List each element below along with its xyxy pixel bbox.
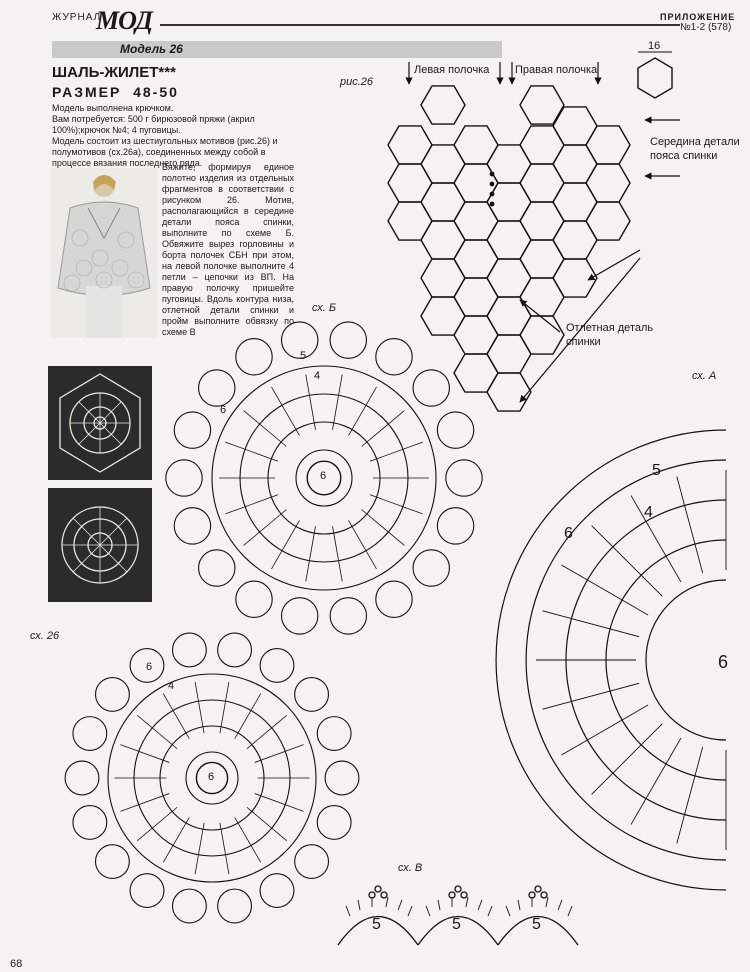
- motif-26-number-4: 4: [168, 680, 175, 692]
- motif-petal: [236, 339, 272, 375]
- motif-petal: [73, 717, 107, 751]
- motif-b-number-6: 6: [220, 404, 227, 416]
- hex-motif: [586, 202, 630, 240]
- hex-motif: [553, 221, 597, 259]
- size-label: РАЗМЕР: [52, 84, 122, 100]
- stitch-line: [195, 823, 204, 874]
- stitch-line: [195, 682, 204, 733]
- stitch-line: [235, 694, 261, 739]
- hex-motif: [487, 221, 531, 259]
- stitch-line: [163, 817, 189, 862]
- left-front-label: Левая полочка: [414, 64, 490, 76]
- stitch-line: [362, 509, 405, 545]
- stitch-line: [349, 387, 377, 435]
- hex-motif: [487, 297, 531, 335]
- hex-motif: [553, 183, 597, 221]
- motif-petal: [199, 550, 235, 586]
- half-motif-stitch: [542, 611, 639, 637]
- motif-petal: [236, 581, 272, 617]
- belt-center-line1: Середина детали: [650, 136, 740, 148]
- hex-motif: [553, 145, 597, 183]
- stitch-line: [247, 807, 287, 840]
- motif-petal: [295, 678, 329, 712]
- motif-petal: [166, 460, 202, 496]
- stitch-line: [247, 715, 287, 748]
- stitch-line: [370, 442, 423, 461]
- page-number: 68: [10, 958, 23, 970]
- stitch-line: [255, 745, 304, 763]
- hex-motif: [487, 183, 531, 221]
- motif-petal: [376, 581, 412, 617]
- half-motif-ring: [646, 580, 729, 740]
- size-value: 48-50: [133, 84, 179, 100]
- motif-petal: [281, 598, 317, 634]
- journal-logo: МОД: [96, 6, 153, 35]
- motif-petal: [317, 806, 351, 840]
- hex-motif: [421, 297, 465, 335]
- hex-motif: [421, 221, 465, 259]
- stitch-line: [163, 694, 189, 739]
- motif-petal: [437, 412, 473, 448]
- motif-petal: [173, 889, 207, 923]
- stitch-line: [137, 807, 177, 840]
- hex-motif: [454, 240, 498, 278]
- right-front-label: Правая полочка: [515, 64, 598, 76]
- stitch-line: [235, 817, 261, 862]
- title-stars: ***: [158, 64, 176, 81]
- stitch-line: [120, 745, 169, 763]
- scheme-a-label: сх. А: [692, 370, 717, 382]
- edging-number-1: 5: [372, 916, 381, 933]
- half-motif-stitch: [677, 747, 703, 844]
- stitch-line: [255, 794, 304, 812]
- motif-petal: [413, 370, 449, 406]
- motif-scheme-a: [496, 430, 729, 890]
- motif-petal: [130, 874, 164, 908]
- appendix-label: ПРИЛОЖЕНИЕ: [660, 12, 736, 22]
- motif-petal: [446, 460, 482, 496]
- hex-motif: [421, 145, 465, 183]
- stitch-line: [306, 375, 316, 430]
- stitch-line: [333, 375, 343, 430]
- half-motif-stitch: [542, 683, 639, 709]
- stitch-line: [120, 794, 169, 812]
- scheme-v-label: сх. В: [398, 862, 423, 874]
- flyaway-line2: спинки: [566, 336, 601, 348]
- motif-petal: [330, 322, 366, 358]
- motif-petal: [73, 806, 107, 840]
- motif-petal: [199, 370, 235, 406]
- hex-motif: [586, 164, 630, 202]
- stitch-line: [244, 509, 287, 545]
- hex-assembly: [388, 86, 630, 411]
- motif-petal: [330, 598, 366, 634]
- stitch-line: [244, 411, 287, 447]
- stitch-line: [306, 526, 316, 581]
- hex-motif: [520, 202, 564, 240]
- edging-number-3: 5: [532, 916, 541, 933]
- motif-petal: [65, 761, 99, 795]
- stitch-line: [225, 442, 278, 461]
- hex-motif: [487, 145, 531, 183]
- motif-a-number-4: 4: [644, 504, 653, 521]
- hex-motif: [454, 202, 498, 240]
- hex-motif: [586, 126, 630, 164]
- hex-motif: [520, 240, 564, 278]
- hex-motif: [454, 316, 498, 354]
- motif-a-number-6: 6: [564, 525, 573, 542]
- stitch-line: [225, 495, 278, 514]
- hex-motif: [520, 278, 564, 316]
- motif-petal: [413, 550, 449, 586]
- motif-petal: [295, 845, 329, 879]
- hex-motif: [520, 316, 564, 354]
- motif-petal: [96, 678, 130, 712]
- motif-petal: [174, 412, 210, 448]
- figure-label: рис.26: [340, 76, 374, 88]
- motif-petal: [437, 508, 473, 544]
- motif-b-center-number: 6: [320, 470, 327, 482]
- hex-motif: [454, 354, 498, 392]
- model-label: Модель 26: [120, 42, 183, 56]
- motif-petal: [260, 649, 294, 683]
- motif-petal: [173, 633, 207, 667]
- hex-motif: [454, 278, 498, 316]
- motif-petal: [218, 633, 252, 667]
- description-intro: Модель выполнена крючком.: [52, 103, 174, 113]
- motif-petal: [260, 874, 294, 908]
- scheme-b-label: сх. Б: [312, 302, 337, 314]
- hex-motif: [487, 373, 531, 411]
- motif-26-number-6: 6: [146, 661, 153, 673]
- motif-petal: [96, 845, 130, 879]
- stitch-line: [349, 520, 377, 568]
- hex-motif: [388, 202, 432, 240]
- hex-motif: [520, 164, 564, 202]
- hex-motif: [421, 183, 465, 221]
- motif-petal: [218, 889, 252, 923]
- stitch-line: [362, 411, 405, 447]
- hex-motif: [487, 335, 531, 373]
- hex-motif: [421, 86, 465, 124]
- hex-motif: [454, 126, 498, 164]
- stitch-line: [333, 526, 343, 581]
- motif-a-center-number: 6: [718, 652, 729, 672]
- half-motif-stitch: [677, 476, 703, 573]
- edging-number-2: 5: [452, 916, 461, 933]
- stitch-line: [272, 520, 300, 568]
- hex-motif: [487, 259, 531, 297]
- stitch-line: [370, 495, 423, 514]
- motif-b-number-5: 5: [300, 350, 307, 362]
- stitch-line: [220, 682, 229, 733]
- belt-center-line2: пояса спинки: [650, 150, 718, 162]
- description-materials: Вам потребуется: 500 г бирюзовой пряжи (акрил 100%);крючок №4; 4 пуговицы.: [52, 114, 255, 135]
- hex-size-label: 16: [648, 40, 661, 52]
- motif-petal: [325, 761, 359, 795]
- half-motif-stitch: [592, 526, 663, 597]
- hex-motif: [520, 126, 564, 164]
- motif-petal: [317, 717, 351, 751]
- motif-petal: [376, 339, 412, 375]
- title-text: ШАЛЬ-ЖИЛЕТ: [52, 64, 159, 81]
- motif-b-number-4: 4: [314, 370, 321, 382]
- description-structure: Модель состоит из шестиугольных мотивов (рис.26) и полумотивов (сх.26а), соединенных между собой в процессе вязания последнего ряда.: [52, 136, 278, 168]
- motif-26-center-number: 6: [208, 771, 215, 783]
- description-instructions: Вяжите, формируя единое полотно изделия из отдельных фрагментов в соответствии с рисунком 26. Мотив, располагающийся в середине детали пояса спинки, выполните по схеме Б. Обвяжите вырез горловины и борта полочек СБН при этом, на левой полочке выполните 4 петли – цепочки из ВП. На правую полочку пришейте пуговицы. Вдоль контура низа, отлетной детали спинки и пройм выполните обвязку по схеме В: [162, 162, 294, 337]
- scheme-26-label: сх. 26: [30, 630, 60, 642]
- hex-motif: [388, 164, 432, 202]
- motif-petal: [174, 508, 210, 544]
- journal-label: ЖУРНАЛ: [52, 12, 102, 23]
- issue-number: №1-2 (578): [680, 22, 732, 33]
- stitch-line: [272, 387, 300, 435]
- hex-motif: [421, 259, 465, 297]
- flyaway-line1: Отлетная деталь: [566, 322, 654, 334]
- half-motif-stitch: [592, 724, 663, 795]
- stitch-line: [137, 715, 177, 748]
- hex-motif: [388, 126, 432, 164]
- stitch-line: [220, 823, 229, 874]
- motif-a-number-5: 5: [652, 462, 661, 479]
